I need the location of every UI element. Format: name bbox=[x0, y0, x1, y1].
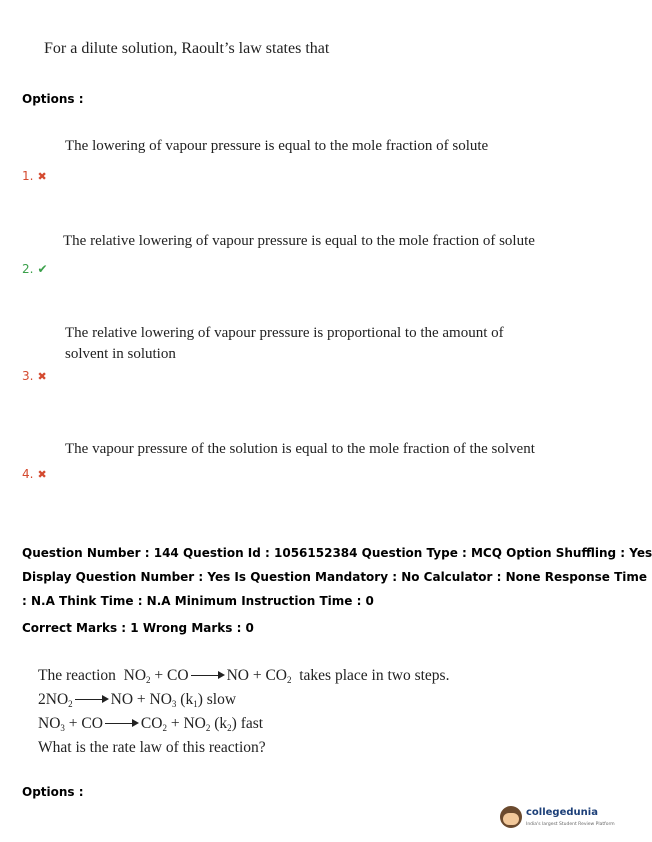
question2-intro-end: takes place in two steps. bbox=[299, 667, 450, 684]
option-1-number bbox=[22, 169, 47, 183]
reaction-step2: $NO_3$ + CO $CO_2 + NO_2$ $(k_2)$ fast bbox=[38, 715, 264, 733]
option-4-text: The vapour pressure of the solution is equal to the mole fraction of the solvent bbox=[65, 441, 535, 457]
option-3-number bbox=[22, 369, 47, 383]
marks-info: Correct Marks : 1 Wrong Marks : 0 bbox=[22, 621, 254, 635]
option-number: 2. bbox=[22, 262, 34, 276]
step2-speed: fast bbox=[240, 715, 264, 732]
question-meta-line2: Display Question Number : Yes Is Question Mandatory : No Calculator : None Response Time bbox=[22, 570, 648, 584]
option-2-number bbox=[22, 262, 48, 276]
cross-icon: ✖ bbox=[37, 370, 47, 383]
question-text: For a dilute solution, Raoult’s law states that bbox=[44, 40, 330, 57]
reaction-step1: $2NO_2$ NO + $NO_3$ $(k_1)$ slow bbox=[38, 691, 237, 709]
collegedunia-logo bbox=[500, 800, 615, 836]
option-3-text-line2: solvent in solution bbox=[65, 346, 176, 362]
logo-name: collegedunia bbox=[526, 807, 598, 818]
question-meta-line1: Question Number : 144 Question Id : 1056152384 Question Type : MCQ Option Shuffling : Yes bbox=[22, 546, 652, 560]
options-label-2: Options : bbox=[22, 785, 84, 799]
question2-intro: The reaction bbox=[38, 667, 116, 684]
option-4-number bbox=[22, 467, 47, 481]
step1-speed: slow bbox=[206, 691, 237, 708]
question2-ask: What is the rate law of this reaction? bbox=[38, 739, 266, 756]
cross-icon: ✖ bbox=[37, 170, 47, 183]
option-1-text: The lowering of vapour pressure is equal to the mole fraction of solute bbox=[65, 138, 489, 154]
check-icon: ✔ bbox=[37, 262, 48, 276]
options-label: Options : bbox=[22, 92, 84, 106]
option-3-text-line1: The relative lowering of vapour pressure is proportional to the amount of bbox=[65, 325, 504, 341]
cross-icon: ✖ bbox=[37, 468, 47, 481]
option-number: 3. bbox=[22, 369, 34, 383]
question-meta-line3: : N.A Think Time : N.A Minimum Instruction Time : 0 bbox=[22, 594, 374, 608]
reaction-equation: $NO_2$ + CO NO + $CO_2$ bbox=[119, 667, 292, 685]
option-number: 1. bbox=[22, 169, 34, 183]
option-2-text: The relative lowering of vapour pressure is equal to the mole fraction of solute bbox=[63, 233, 535, 249]
logo-tagline: India's largest Student Review Platform bbox=[526, 822, 615, 827]
option-number: 4. bbox=[22, 467, 34, 481]
mascot-icon bbox=[500, 806, 522, 828]
